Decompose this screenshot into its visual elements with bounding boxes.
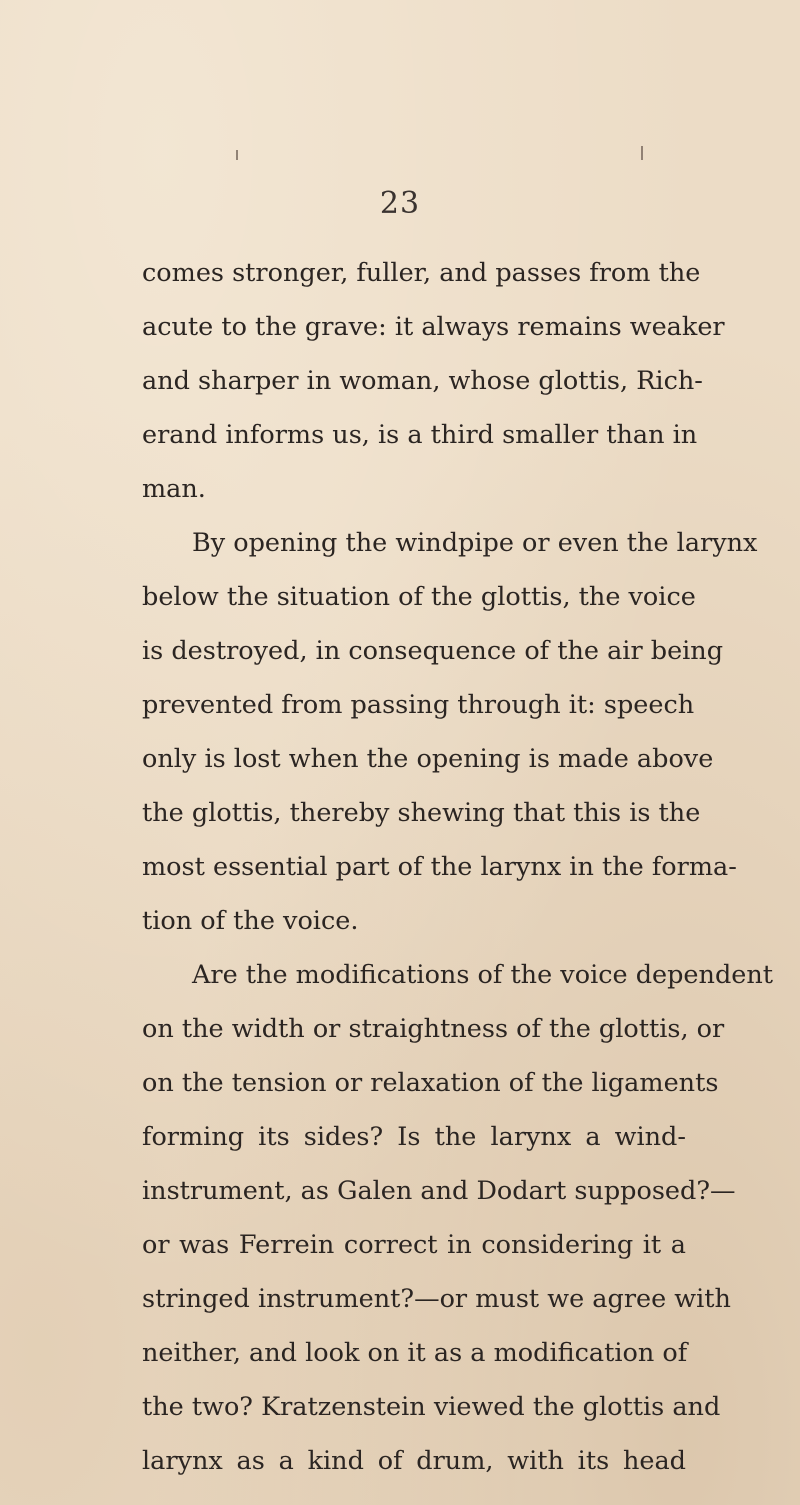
text-line: most essential part of the larynx in the forma- [142, 852, 737, 882]
text-line: is destroyed, in consequence of the air being [142, 636, 724, 666]
text-line: prevented from passing through it: speech [142, 690, 695, 720]
text-line: only is lost when the opening is made above [142, 744, 714, 774]
text-line: stringed instrument?—or must we agree with [142, 1284, 731, 1314]
text-line: erand informs us, is a third smaller than in [142, 420, 698, 450]
text-line: By opening the windpipe or even the larynx [192, 528, 758, 558]
text-line: acute to the grave: it always remains weaker [142, 312, 725, 342]
text-line: tion of the voice. [142, 906, 359, 936]
text-line: comes stronger, fuller, and passes from the [142, 258, 701, 288]
text-line: instrument, as Galen and Dodart supposed?— [142, 1176, 736, 1206]
text-line: the two? Kratzenstein viewed the glottis and [142, 1392, 721, 1422]
text-line: or was Ferrein correct in considering it a [142, 1230, 686, 1260]
text-line: below the situation of the glottis, the voice [142, 582, 696, 612]
page-number: 23 [379, 186, 421, 221]
ink-speck [641, 146, 643, 160]
text-line: Are the modifications of the voice dependent [192, 960, 774, 990]
text-line: forming its sides? Is the larynx a wind- [142, 1122, 686, 1152]
text-line: and sharper in woman, whose glottis, Rich- [142, 366, 703, 396]
text-line: the glottis, thereby shewing that this is the [142, 798, 701, 828]
text-line: on the tension or relaxation of the ligaments [142, 1068, 719, 1098]
ink-speck [236, 150, 238, 160]
text-line: neither, and look on it as a modification of [142, 1338, 688, 1368]
text-line: on the width or straightness of the glottis, or [142, 1014, 725, 1044]
text-line: larynx as a kind of drum, with its head [142, 1446, 686, 1476]
body-text [142, 246, 774, 1488]
text-line: man. [142, 474, 206, 504]
